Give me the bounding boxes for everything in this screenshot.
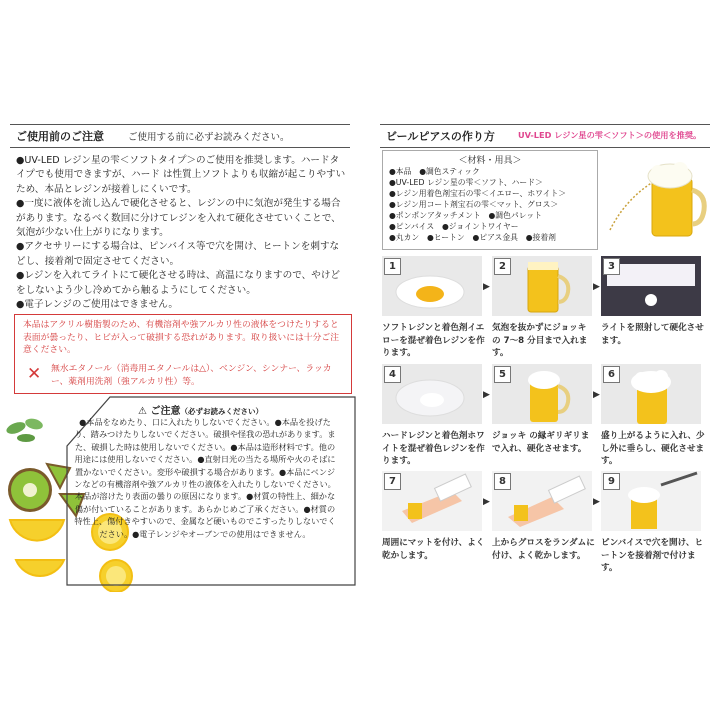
step-caption: ソフトレジンと着色剤イエローを混ぜ着色レジンを作ります。 bbox=[382, 323, 485, 359]
material-line: ●丸カン ●ヒートン ●ピアス金具 ●接着剤 bbox=[389, 233, 556, 242]
step-number: 1 bbox=[384, 258, 401, 275]
next-arrow-icon: ▶ bbox=[483, 497, 490, 507]
next-arrow-icon: ▶ bbox=[593, 390, 600, 400]
howto-title: ビールピアスの作り方 bbox=[386, 130, 495, 143]
caution-panel bbox=[66, 396, 356, 586]
material-line: ●ピンバイス ●ジョイントワイヤー bbox=[389, 222, 519, 231]
next-arrow-icon: ▶ bbox=[483, 282, 490, 292]
next-arrow-icon: ▶ bbox=[593, 497, 600, 507]
note-item: ●UV-LED レジン星の雫＜ソフトタイプ＞のご使用を推奨します。ハードタイプでも使用できますが、ハード は性質上ソフトよりも収縮が起こりやすいため、本品とレジンが接着しにくいです。 bbox=[16, 155, 346, 195]
note-item: ●電子レンジのご使用はできません。 bbox=[16, 299, 178, 311]
caution-small: （必ずお読みください） bbox=[180, 407, 263, 416]
materials-box bbox=[382, 150, 598, 250]
warning-text: 本品はアクリル樹脂製のため、有機溶剤や強アルカリ性の液体をつけたりすると表面が曇ったり、ヒビが入って破損する恐れがあります。取り扱いには十分ご注意ください。 bbox=[23, 320, 339, 356]
step-caption: ライトを照射して硬化させます。 bbox=[601, 323, 704, 346]
step-number: 3 bbox=[603, 258, 620, 275]
material-line: ●ポンポンアタッチメント ●調色パレット bbox=[389, 211, 543, 220]
caution-title: ⚠ ご注意（必ずお読みください） bbox=[138, 406, 263, 417]
materials-title: ＜材料・用具＞ bbox=[458, 156, 522, 166]
step-caption: 周囲にマットを付け、よく乾かします。 bbox=[382, 538, 485, 561]
precautions-subtitle: ご使用する前に必ずお読みください。 bbox=[128, 132, 290, 143]
right-section-header bbox=[380, 124, 710, 148]
note-item: ●レジンを入れてライトにて硬化させる時は、高温になりますので、やけどをしないよう少し冷めてから触るようにしてください。 bbox=[16, 270, 341, 296]
left-section-header bbox=[10, 124, 350, 148]
caution-body: ●本品をなめたり、口に入れたりしないでください。●本品を投げたり、踏みつけたりしないでください。破損や怪我の恐れがあります。また、破損した時は使用しないでください。●本品は造形材料です。他の用途には使用しないでください。●直射日光の当たる場所や火のそばに置かないでください。変形や破損する場合があります。●本品にベンジンなどの有機溶剤や強アルカリ性の液体を入れたりしないでください。本品が溶けたり表面の曇りの原因になります。●材質の特性上、細かな傷が付いていることがあります。あらかじめご了承ください。●材質の特性上、傷付きやすいので、金属など硬いものでこすったりしないでください。●電子レンジやオーブンでの使用はできません。 bbox=[74, 417, 336, 539]
step-caption: ジョッキ の縁ギリギリまで入れ、硬化させます。 bbox=[492, 431, 590, 454]
step-number: 2 bbox=[494, 258, 511, 275]
note-item: ●一度に液体を流し込んで硬化させると、レジンの中に気泡が発生する場合があります。なるべく数回に分けてレジンを入れて硬化させていくことで、気泡が少ない仕上がりになります。 bbox=[16, 198, 341, 239]
step-number: 7 bbox=[384, 473, 401, 490]
material-line: ●本品 ●調色スティック bbox=[389, 167, 480, 176]
note-item: ●アクセサリーにする場合は、ピンバイス等で穴を開け、ヒートンを刺すなどし、接着剤で固定させてください。 bbox=[16, 241, 340, 267]
cross-icon: ✕ bbox=[27, 364, 42, 384]
material-line: ●レジン用着色剤宝石の雫＜イエロー、ホワイト＞ bbox=[389, 189, 567, 198]
material-line: ●UV-LED レジン星の雫＜ソフト、ハード＞ bbox=[389, 178, 543, 187]
next-arrow-icon: ▶ bbox=[593, 282, 600, 292]
prohibited-substances: 無水エタノール（消毒用エタノールは△）、ベンジン、シンナー、ラッカー、薬剤用洗剤（強アルカリ性）等。 bbox=[51, 364, 332, 387]
step-caption: ピンバイスで穴を開け、ヒートンを接着剤で付けます。 bbox=[601, 538, 704, 574]
step-caption: ハードレジンと着色剤ホワイトを混ぜ着色レジンを作ります。 bbox=[382, 431, 485, 467]
step-number: 6 bbox=[603, 366, 620, 383]
step-number: 8 bbox=[494, 473, 511, 490]
recommend-note: UV-LED レジン星の雫＜ソフト＞の使用を推奨。 bbox=[518, 130, 702, 140]
kiwi-slice-icon bbox=[8, 468, 52, 512]
usage-notes bbox=[16, 154, 346, 312]
warning-box bbox=[14, 314, 352, 394]
material-line: ●レジン用コート剤宝石の雫＜マット、グロス＞ bbox=[389, 200, 559, 209]
next-arrow-icon: ▶ bbox=[483, 390, 490, 400]
beer-earring-illustration bbox=[600, 150, 712, 250]
step-number: 9 bbox=[603, 473, 620, 490]
step-caption: 上からグロスをランダムに付け、よく乾かします。 bbox=[492, 538, 595, 561]
step-caption: 盛り上がるように入れ、少し外に垂らし、硬化させます。 bbox=[601, 431, 705, 467]
step-caption: 気泡を抜かずにジョッキ の 7～8 分目まで入れます。 bbox=[492, 323, 588, 359]
warning-triangle-icon: ⚠ bbox=[138, 406, 151, 417]
step-number: 4 bbox=[384, 366, 401, 383]
mint-leaf-icon bbox=[5, 417, 44, 442]
step-number: 5 bbox=[494, 366, 511, 383]
precautions-title: ご使用前のご注意 bbox=[16, 130, 104, 143]
